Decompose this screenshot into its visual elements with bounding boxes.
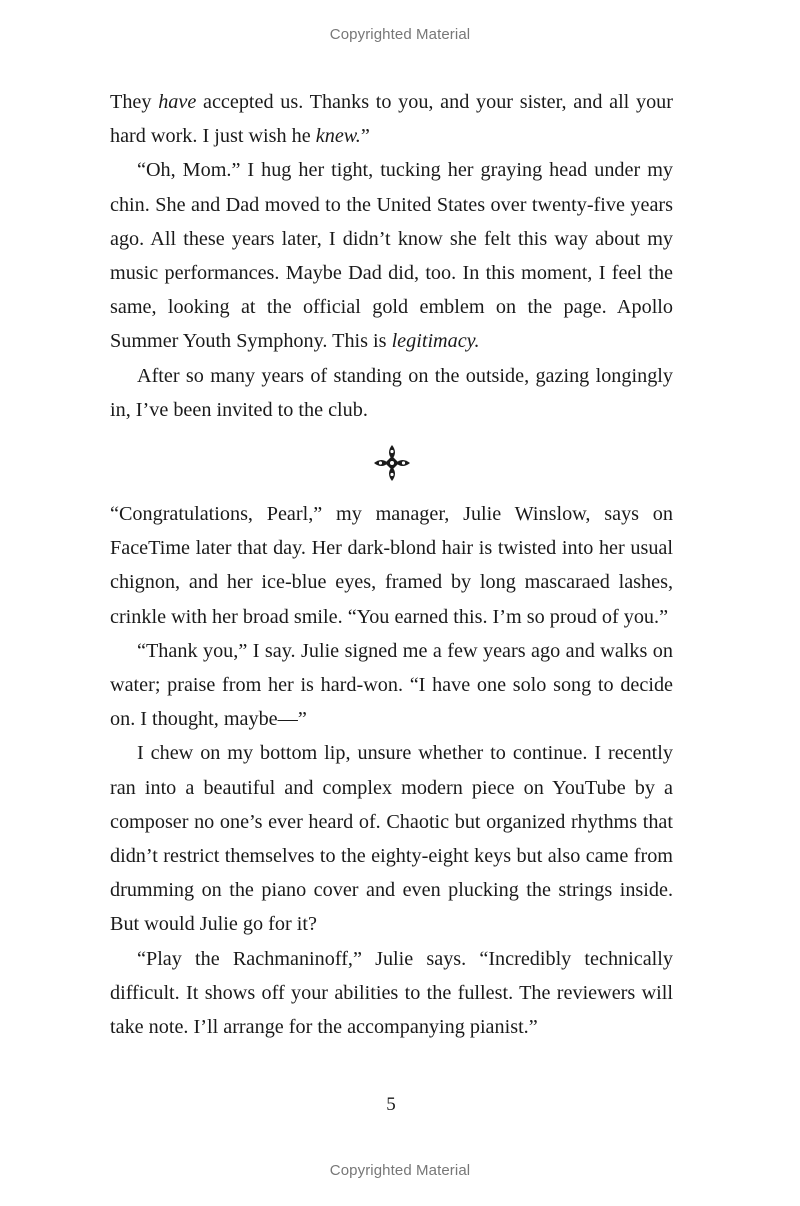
paragraph: After so many years of standing on the outside, gazing longingly in, I’ve been invited to the club. xyxy=(110,364,673,421)
italic-text-run: knew. xyxy=(315,125,361,148)
paragraph xyxy=(110,85,673,153)
text-run: “Oh, Mom.” I hug her tight, tucking her graying head under my chin. She and Dad moved to the United States over twenty-five years ago. All these years later, I didn’t know she felt this way about my music performances. Maybe Dad did, too. In this moment, I feel the same, looking at the official gold emblem on the page. Apollo Summer Youth Symphony. This is xyxy=(110,159,673,353)
italic-text-run: legitimacy. xyxy=(391,330,480,353)
footer-copyright-notice: Copyrighted Material xyxy=(329,1162,471,1179)
fleuron-ornament-icon xyxy=(372,443,412,483)
paragraph: “Thank you,” I say. Julie signed me a few years ago and walks on water; praise from her is hard-won. “I have one solo song to decide on. I thought, maybe—” xyxy=(110,639,673,731)
section-two-text xyxy=(110,497,673,1044)
italic-text-run: have xyxy=(158,91,197,113)
text-run: accepted us. Thanks to you, and your sister, and all your hard work. I just wish he xyxy=(110,91,673,148)
paragraph: “Play the Rachmaninoff,” Julie says. “Incredibly technically difficult. It shows off your abilities to the fullest. The reviewers will take note. I’ll arrange for the accompanying pianist.” xyxy=(110,947,673,1039)
page-number: 5 xyxy=(386,1094,396,1115)
paragraph: I chew on my bottom lip, unsure whether to continue. I recently ran into a beautiful and complex modern piece on YouTube by a composer no one’s ever heard of. Chaotic but organized rhythms that didn’t restrict themselves to the eighty-eight keys but also came from drumming on the piano cover and even plucking the strings inside. But would Julie go for it? xyxy=(110,742,673,936)
text-run: ” xyxy=(360,125,370,148)
section-one-text xyxy=(110,85,673,427)
header-copyright-notice: Copyrighted Material xyxy=(329,26,471,43)
paragraph xyxy=(110,153,673,358)
paragraph: “Congratulations, Pearl,” my manager, Julie Winslow, says on FaceTime later that day. Her dark-blond hair is twisted into her usual chignon, and her ice-blue eyes, framed by long mascaraed lashes, crinkle with her broad smile. “You earned this. I’m so proud of you.” xyxy=(110,503,673,628)
text-run: They xyxy=(110,91,159,113)
